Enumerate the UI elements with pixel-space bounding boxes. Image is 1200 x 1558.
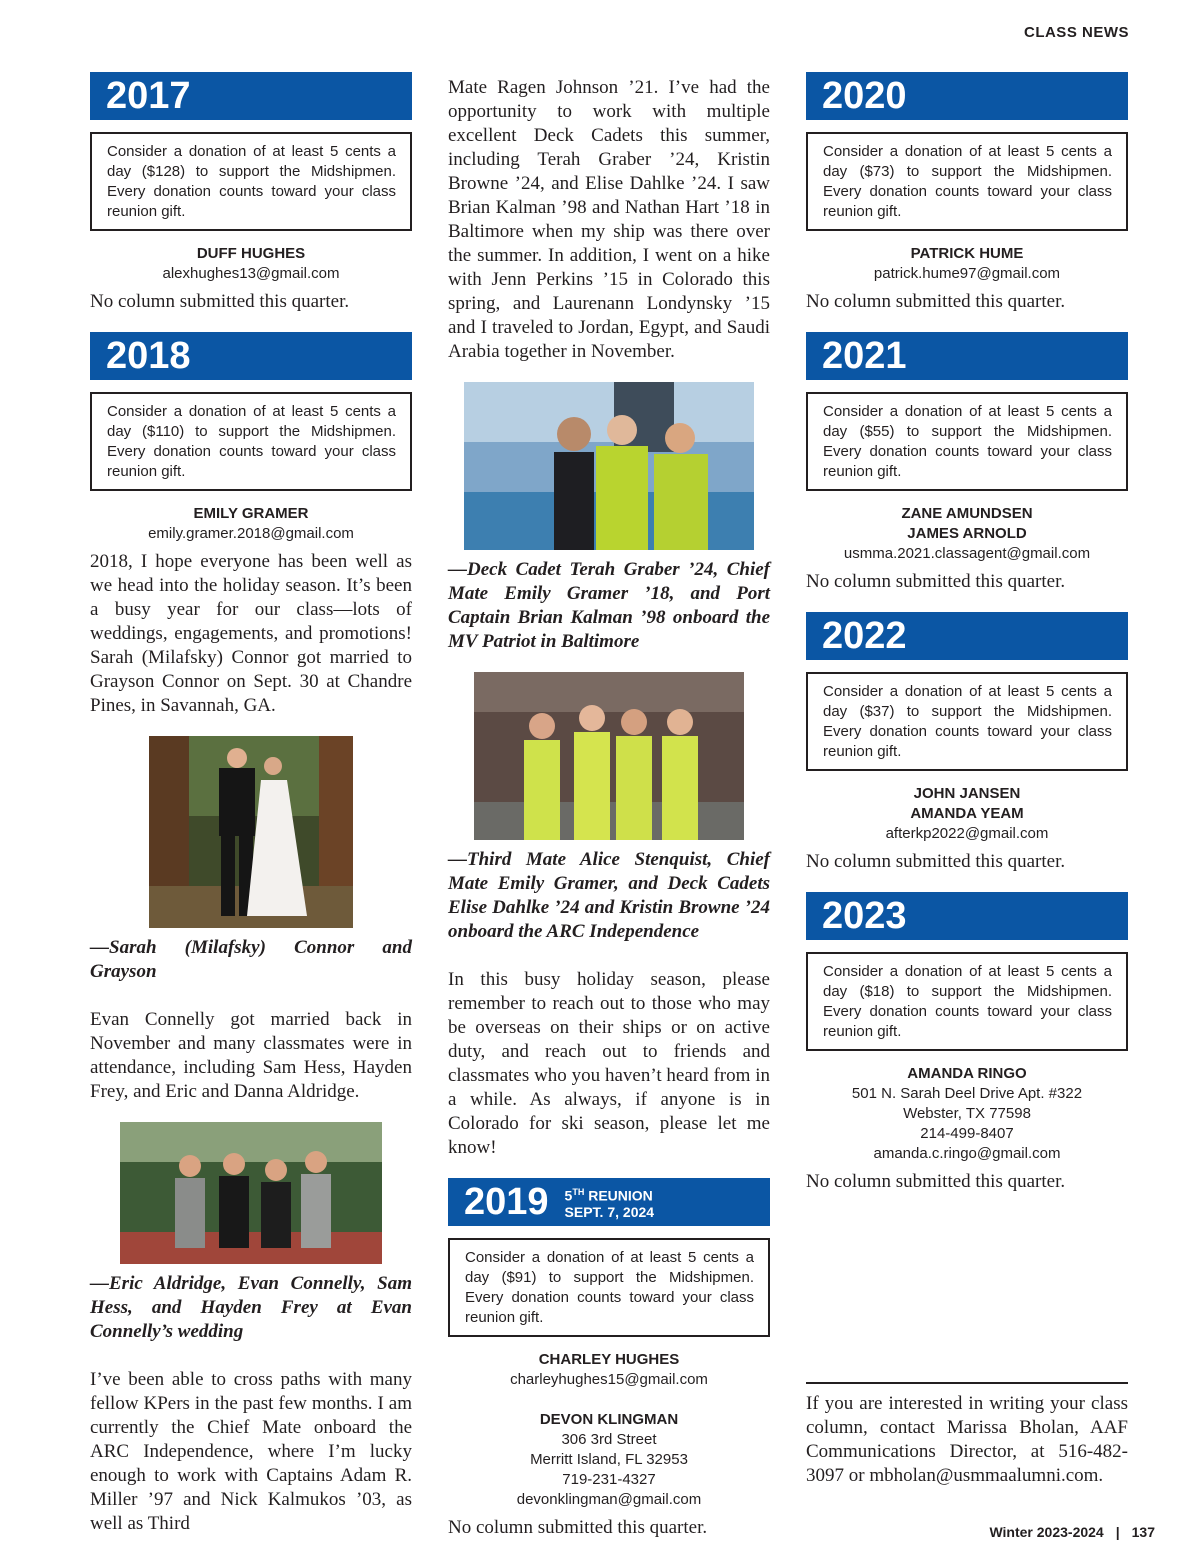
reunion-ordinal: 5: [564, 1187, 573, 1204]
section-label: CLASS NEWS: [1023, 24, 1129, 41]
donation-box-2019: Consider a donation of at least 5 cents a day ($91) to support the Midshipmen. Every donation counts toward your class reunion gift.: [448, 1238, 770, 1337]
class-agent-2022: [806, 784, 1128, 844]
agent-email[interactable]: alexhughes13@gmail.com: [162, 265, 340, 282]
contact-note: If you are interested in writing your class column, contact Marissa Bholan, AAF Communications Director, at 516-482-3097 or mbholan@usmmaalumni.com.: [806, 1393, 1128, 1486]
groomsmen-photo: [120, 1122, 382, 1264]
divider: [806, 1382, 1128, 1384]
agent-phone: 214-499-8407: [920, 1125, 1014, 1142]
agent-name: ZANE AMUNDSEN: [901, 505, 1033, 522]
donation-box-2023: Consider a donation of at least 5 cents a day ($18) to support the Midshipmen. Every donation counts toward your class reunion gift.: [806, 952, 1128, 1051]
agent-name: JAMES ARNOLD: [907, 525, 1027, 542]
wedding-photo: [149, 736, 353, 928]
agent-email[interactable]: usmma.2021.classagent@gmail.com: [843, 545, 1091, 562]
column-paragraph-2: Evan Connelly got married back in November and many classmates were in attendance, including Sam Hess, Hayden Frey, and Eric and Danna Aldridge.: [90, 1009, 412, 1102]
column-paragraph-5: In this busy holiday season, please remember to reach out to those who may be overseas on their ships or on active duty, and reach out to friends and classmates who you haven’t heard from in a while. As always, if anyone is in Colorado for ski season, please let me know!: [448, 969, 770, 1158]
agent-name: JOHN JANSEN: [913, 785, 1021, 802]
contact-note-block: [806, 1382, 1128, 1488]
class-year-label: 2019: [464, 1180, 549, 1223]
column-paragraph-1: 2018, I hope everyone has been well as we head into the holiday season. It’s been a busy year for our class—lots of weddings, engagements, and promotions! Sarah (Milafsky) Connor got married to Grayson Connor on Sept. 30 at Chandre Pines, in Savannah, GA.: [90, 551, 412, 716]
no-column-note-2021: No column submitted this quarter.: [806, 571, 1066, 592]
agent-name: CHARLEY HUGHES: [538, 1351, 680, 1368]
reunion-ordinal-suffix: TH: [572, 1187, 585, 1198]
ship-deck-photo: [464, 382, 754, 550]
agent-email[interactable]: amanda.c.ringo@gmail.com: [873, 1145, 1061, 1162]
class-year-label: 2017: [106, 74, 191, 117]
class-year-bar-2019: [448, 1178, 770, 1226]
class-year-label: 2020: [822, 74, 907, 117]
photo-caption-2: —Eric Aldridge, Evan Connelly, Sam Hess, and Hayden Frey at Evan Connelly’s wedding: [90, 1273, 412, 1342]
agent-email[interactable]: patrick.hume97@gmail.com: [873, 265, 1061, 282]
class-year-bar-2022: [806, 612, 1128, 660]
page-footer: [989, 1524, 1155, 1540]
column-paragraph-4: Mate Ragen Johnson ’21. I’ve had the opportunity to work with multiple excellent Deck Cadets this summer, including Terah Graber ’24, Kristin Browne ’24, and Elise Dahlke ’24. I saw Brian Kalman ’98 and Nathan Hart ’18 in Baltimore when my ship was there over the summer. In addition, I went on a hike with Jenn Perkins ’15 in Colorado this spring, and Laurenann Londynsky ’15 and I traveled to Jordan, Egypt, and Saudi Arabia together in November.: [448, 77, 770, 362]
agent-name: EMILY GRAMER: [193, 505, 309, 522]
donation-box-2020: Consider a donation of at least 5 cents a day ($73) to support the Midshipmen. Every donation counts toward your class reunion gift.: [806, 132, 1128, 231]
photo-caption-3: —Deck Cadet Terah Graber ’24, Chief Mate Emily Gramer ’18, and Port Captain Brian Kalman ’98 onboard the MV Patriot in Baltimore: [448, 559, 770, 652]
class-year-bar-2020: [806, 72, 1128, 120]
no-column-note-2017: No column submitted this quarter.: [90, 291, 350, 312]
issue-label: Winter 2023-2024: [989, 1524, 1104, 1540]
no-column-note-2020: No column submitted this quarter.: [806, 291, 1066, 312]
agent-address-line-2: Merritt Island, FL 32953: [530, 1451, 688, 1468]
class-agent-2019-b: [448, 1410, 770, 1510]
no-column-note-2019: No column submitted this quarter.: [448, 1517, 708, 1538]
class-agent-2019-a: [448, 1350, 770, 1390]
agent-email[interactable]: devonklingman@gmail.com: [516, 1491, 702, 1508]
class-year-bar-2023: [806, 892, 1128, 940]
class-year-label: 2021: [822, 334, 907, 377]
donation-box-2022: Consider a donation of at least 5 cents a day ($37) to support the Midshipmen. Every donation counts toward your class reunion gift.: [806, 672, 1128, 771]
no-column-note-2023: No column submitted this quarter.: [806, 1171, 1066, 1192]
donation-box-2021: Consider a donation of at least 5 cents a day ($55) to support the Midshipmen. Every donation counts toward your class reunion gift.: [806, 392, 1128, 491]
column-left: [90, 72, 412, 1536]
cargo-hold-photo: [474, 672, 744, 840]
photo-caption-4: —Third Mate Alice Stenquist, Chief Mate Emily Gramer, and Deck Cadets Elise Dahlke ’24 and Kristin Browne ’24 onboard the ARC Independence: [448, 849, 770, 942]
donation-box-2018: Consider a donation of at least 5 cents a day ($110) to support the Midshipmen. Every donation counts toward your class reunion gift.: [90, 392, 412, 491]
column-paragraph-3: I’ve been able to cross paths with many fellow KPers in the past few months. I am currently the Chief Mate onboard the ARC Independence, where I’m lucky enough to work with Captains Adam R. Miller ’97 and Nick Kalmukos ’03, as well as Third: [90, 1369, 412, 1534]
class-year-bar-2017: [90, 72, 412, 120]
no-column-note-2022: No column submitted this quarter.: [806, 851, 1066, 872]
agent-name: DUFF HUGHES: [196, 245, 306, 262]
agent-name: PATRICK HUME: [910, 245, 1024, 262]
reunion-info: [565, 1184, 655, 1220]
photo-caption-1: —Sarah (Milafsky) Connor and Grayson: [90, 937, 412, 982]
agent-phone: 719-231-4327: [562, 1471, 656, 1488]
agent-email[interactable]: charleyhughes15@gmail.com: [510, 1371, 708, 1388]
agent-address-line-1: 501 N. Sarah Deel Drive Apt. #322: [851, 1085, 1083, 1102]
reunion-date: SEPT. 7, 2024: [564, 1203, 655, 1220]
class-year-label: 2018: [106, 334, 191, 377]
agent-name: AMANDA YEAM: [910, 805, 1024, 822]
class-agent-2017: [90, 244, 412, 284]
class-agent-2018: [90, 504, 412, 544]
class-year-label: 2022: [822, 614, 907, 657]
agent-email[interactable]: emily.gramer.2018@gmail.com: [148, 525, 354, 542]
donation-box-2017: Consider a donation of at least 5 cents a day ($128) to support the Midshipmen. Every donation counts toward your class reunion gift.: [90, 132, 412, 231]
class-year-label: 2023: [822, 894, 907, 937]
page-number: 137: [1131, 1524, 1155, 1540]
reunion-label: REUNION: [588, 1187, 653, 1204]
agent-address-line-2: Webster, TX 77598: [903, 1105, 1031, 1122]
column-right: [806, 72, 1128, 1194]
class-year-bar-2021: [806, 332, 1128, 380]
agent-email[interactable]: afterkp2022@gmail.com: [885, 825, 1049, 842]
agent-name: DEVON KLINGMAN: [539, 1411, 679, 1428]
class-agent-2023: [806, 1064, 1128, 1164]
class-agent-2021: [806, 504, 1128, 564]
footer-separator: |: [1115, 1524, 1120, 1540]
agent-address-line-1: 306 3rd Street: [561, 1431, 657, 1448]
agent-name: AMANDA RINGO: [907, 1065, 1027, 1082]
class-agent-2020: [806, 244, 1128, 284]
class-year-bar-2018: [90, 332, 412, 380]
column-middle: [448, 76, 770, 1540]
